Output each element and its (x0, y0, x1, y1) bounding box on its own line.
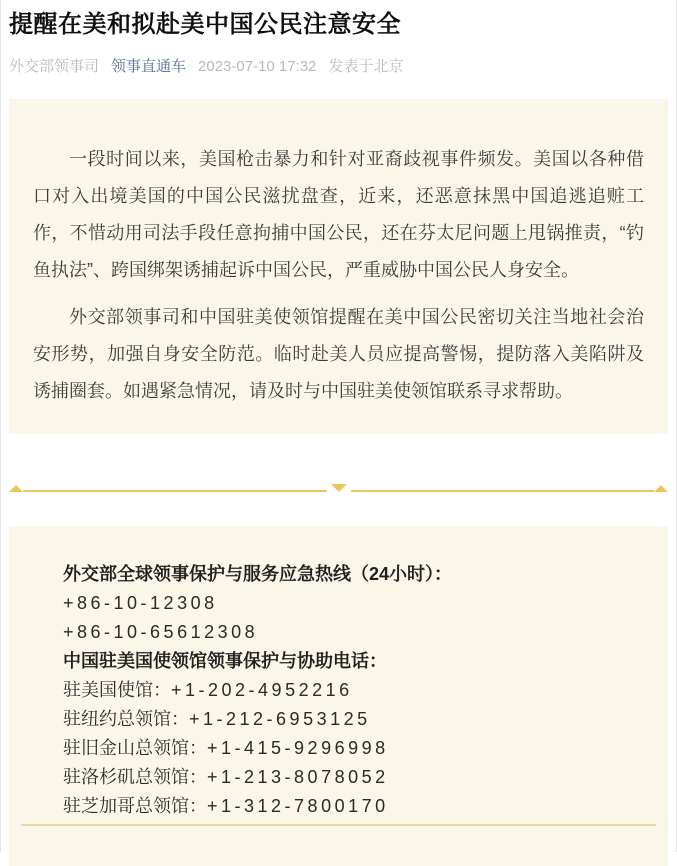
embassy-phone: +1-213-8078052 (207, 767, 389, 788)
embassy-label: 驻洛杉矶总领馆： (63, 767, 207, 788)
meta-datetime: 2023-07-10 17:32 (198, 58, 317, 76)
embassy-contact-line (63, 763, 648, 792)
article-header (1, 0, 676, 76)
embassy-phone: +1-202-4952216 (171, 680, 353, 701)
embassy-label: 驻芝加哥总领馆： (63, 796, 207, 817)
notice-panel (9, 99, 668, 434)
hotline-number: +86-10-12308 (63, 593, 218, 614)
embassy-contact-line (63, 792, 648, 821)
embassy-label: 驻纽约总领馆： (63, 709, 189, 730)
triangle-down-icon (331, 484, 347, 492)
article-meta (9, 55, 666, 76)
meta-author: 外交部领事司 (9, 58, 100, 76)
notice-paragraph: 一段时间以来，美国枪击暴力和针对亚裔歧视事件频发。美国以各种借口对入出境美国的中国公民滋扰盘查，近来，还恶意抹黑中国追逃追赃工作，不惜动用司法手段任意拘捕中国公民，还在芬太尼问题上甩锅推责，“钓鱼执法”、跨国绑架诱捕起诉中国公民，严重威胁中国公民人身安全。 (33, 149, 644, 281)
embassy-phone: +1-312-7800170 (207, 796, 389, 817)
embassy-contact-line (63, 676, 648, 705)
divider-line (351, 490, 655, 492)
embassy-heading: 中国驻美国使领馆领事保护与协助电话： (63, 651, 387, 672)
embassy-label: 驻旧金山总领馆： (63, 738, 207, 759)
triangle-up-icon (9, 485, 23, 492)
embassy-contact-line (63, 734, 648, 763)
embassy-label: 驻美国使馆： (63, 680, 171, 701)
hotline-number: +86-10-65612308 (63, 622, 259, 643)
meta-location: 发表于北京 (328, 58, 404, 76)
page-title: 提醒在美和拟赴美中国公民注意安全 (9, 11, 401, 38)
section-divider (9, 484, 668, 492)
embassy-phone: +1-212-6953125 (189, 709, 371, 730)
contacts-panel (9, 526, 668, 866)
bottom-rule (21, 824, 656, 826)
meta-account-link[interactable]: 领事直通车 (111, 58, 187, 76)
embassy-contact-line (63, 705, 648, 734)
hotline-heading: 外交部全球领事保护与服务应急热线（24小时）： (63, 564, 453, 585)
embassy-phone: +1-415-9296998 (207, 738, 389, 759)
divider-line (23, 490, 327, 492)
notice-paragraph: 外交部领事司和中国驻美使领馆提醒在美中国公民密切关注当地社会治安形势，加强自身安全防范。临时赴美人员应提高警惕，提防落入美陷阱及诱捕圈套。如遇紧急情况，请及时与中国驻美使领馆联系寻求帮助。 (33, 307, 644, 402)
triangle-up-icon (654, 485, 668, 492)
